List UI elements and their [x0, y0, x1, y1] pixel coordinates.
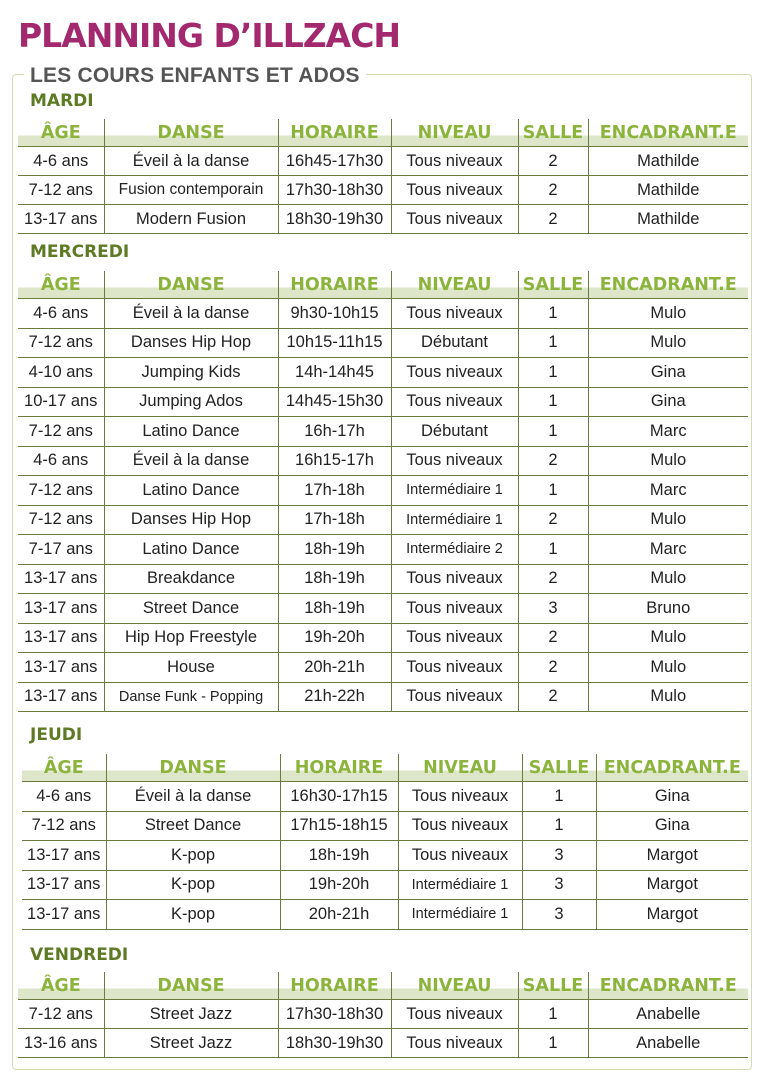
header-age: ÂGE: [18, 972, 104, 1000]
cell-encadrant: Margot: [596, 900, 748, 930]
header-salle: SALLE: [522, 754, 596, 782]
cell-salle: 2: [518, 147, 588, 176]
table-row: [18, 653, 748, 683]
cell-salle: 1: [518, 1000, 588, 1029]
cell-age: 13-17 ans: [18, 682, 104, 712]
cell-horaire: 18h-19h: [278, 564, 391, 594]
header-salle: SALLE: [518, 271, 588, 299]
header-salle: SALLE: [518, 119, 588, 147]
cell-encadrant: Mathilde: [588, 176, 748, 205]
table-row: [18, 358, 748, 388]
cell-horaire: 10h15-11h15: [278, 328, 391, 358]
cell-age: 13-17 ans: [18, 564, 104, 594]
cell-niveau: Intermédiaire 1: [398, 870, 522, 900]
header-salle: SALLE: [518, 972, 588, 1000]
cell-niveau: Tous niveaux: [391, 205, 518, 234]
table-row: [18, 417, 748, 447]
cell-encadrant: Marc: [588, 535, 748, 565]
cell-salle: 2: [518, 446, 588, 476]
table-row: [18, 446, 748, 476]
cell-danse: Hip Hop Freestyle: [104, 623, 278, 653]
cell-horaire: 17h30-18h30: [278, 176, 391, 205]
cell-encadrant: Mulo: [588, 623, 748, 653]
cell-encadrant: Mulo: [588, 564, 748, 594]
page-title: PLANNING D’ILLZACH: [18, 16, 401, 55]
cell-niveau: Tous niveaux: [398, 782, 522, 812]
cell-encadrant: Margot: [596, 841, 748, 871]
cell-salle: 1: [518, 1029, 588, 1058]
cell-encadrant: Marc: [588, 476, 748, 506]
table-jeudi: [22, 754, 748, 930]
cell-danse: Latino Dance: [104, 535, 278, 565]
cell-salle: 1: [518, 299, 588, 329]
cell-danse: K-pop: [106, 900, 280, 930]
cell-age: 13-17 ans: [18, 623, 104, 653]
cell-danse: Jumping Kids: [104, 358, 278, 388]
cell-danse: K-pop: [106, 870, 280, 900]
cell-salle: 1: [518, 328, 588, 358]
cell-age: 7-17 ans: [18, 535, 104, 565]
day-title-mercredi: MERCREDI: [30, 242, 130, 262]
cell-salle: 1: [522, 811, 596, 841]
cell-niveau: Intermédiaire 1: [391, 505, 518, 535]
header-horaire: HORAIRE: [278, 119, 391, 147]
header-danse: DANSE: [104, 271, 278, 299]
cell-age: 7-12 ans: [18, 476, 104, 506]
table-row: [18, 594, 748, 624]
cell-niveau: Intermédiaire 1: [398, 900, 522, 930]
table-row: [18, 387, 748, 417]
cell-niveau: Tous niveaux: [391, 682, 518, 712]
cell-encadrant: Marc: [588, 417, 748, 447]
header-danse: DANSE: [106, 754, 280, 782]
cell-niveau: Débutant: [391, 417, 518, 447]
cell-encadrant: Mulo: [588, 682, 748, 712]
cell-age: 10-17 ans: [18, 387, 104, 417]
cell-horaire: 18h-19h: [280, 841, 398, 871]
table-row: [18, 1000, 748, 1029]
cell-danse: Latino Dance: [104, 417, 278, 447]
cell-encadrant: Mathilde: [588, 147, 748, 176]
cell-danse: Fusion contemporain: [104, 176, 278, 205]
table-row: [22, 782, 748, 812]
cell-age: 4-6 ans: [18, 147, 104, 176]
header-horaire: HORAIRE: [280, 754, 398, 782]
header-age: ÂGE: [22, 754, 106, 782]
cell-danse: Danses Hip Hop: [104, 328, 278, 358]
cell-salle: 2: [518, 682, 588, 712]
cell-niveau: Tous niveaux: [391, 594, 518, 624]
cell-age: 7-12 ans: [22, 811, 106, 841]
cell-encadrant: Gina: [596, 782, 748, 812]
cell-horaire: 14h45-15h30: [278, 387, 391, 417]
cell-age: 4-6 ans: [18, 446, 104, 476]
cell-salle: 2: [518, 205, 588, 234]
cell-age: 13-17 ans: [18, 205, 104, 234]
cell-salle: 2: [518, 176, 588, 205]
cell-age: 7-12 ans: [18, 1000, 104, 1029]
header-niveau: NIVEAU: [391, 271, 518, 299]
cell-age: 7-12 ans: [18, 417, 104, 447]
cell-danse: Street Dance: [106, 811, 280, 841]
cell-horaire: 20h-21h: [278, 653, 391, 683]
cell-salle: 3: [518, 594, 588, 624]
cell-age: 7-12 ans: [18, 176, 104, 205]
section-subtitle: LES COURS ENFANTS ET ADOS: [24, 64, 366, 88]
cell-danse: Street Jazz: [104, 1029, 278, 1058]
cell-age: 4-6 ans: [22, 782, 106, 812]
cell-danse: Éveil à la danse: [104, 446, 278, 476]
table-row: [22, 870, 748, 900]
cell-salle: 3: [522, 870, 596, 900]
cell-age: 13-17 ans: [18, 653, 104, 683]
header-danse: DANSE: [104, 119, 278, 147]
table-row: [22, 841, 748, 871]
cell-encadrant: Anabelle: [588, 1029, 748, 1058]
header-age: ÂGE: [18, 271, 104, 299]
cell-danse: Danses Hip Hop: [104, 505, 278, 535]
cell-niveau: Tous niveaux: [391, 564, 518, 594]
cell-encadrant: Gina: [596, 811, 748, 841]
header-encadrant: ENCADRANT.E: [596, 754, 748, 782]
table-row: [18, 476, 748, 506]
cell-danse: Danse Funk - Popping: [104, 682, 278, 712]
cell-encadrant: Gina: [588, 387, 748, 417]
cell-niveau: Tous niveaux: [391, 299, 518, 329]
header-horaire: HORAIRE: [278, 271, 391, 299]
cell-salle: 1: [518, 535, 588, 565]
header-niveau: NIVEAU: [391, 972, 518, 1000]
table-row: [22, 900, 748, 930]
header-encadrant: ENCADRANT.E: [588, 271, 748, 299]
cell-horaire: 19h-20h: [278, 623, 391, 653]
table-mardi: [18, 119, 748, 234]
table-row: [22, 811, 748, 841]
cell-horaire: 18h30-19h30: [278, 205, 391, 234]
table-mercredi: [18, 271, 748, 712]
cell-salle: 2: [518, 505, 588, 535]
cell-encadrant: Mulo: [588, 299, 748, 329]
cell-salle: 1: [522, 782, 596, 812]
cell-age: 7-12 ans: [18, 328, 104, 358]
cell-age: 4-10 ans: [18, 358, 104, 388]
cell-horaire: 18h-19h: [278, 535, 391, 565]
cell-niveau: Tous niveaux: [391, 358, 518, 388]
cell-encadrant: Margot: [596, 870, 748, 900]
table-row: [18, 1029, 748, 1058]
table-row: [18, 328, 748, 358]
cell-danse: Breakdance: [104, 564, 278, 594]
cell-age: 13-17 ans: [18, 594, 104, 624]
cell-horaire: 17h15-18h15: [280, 811, 398, 841]
cell-encadrant: Mulo: [588, 653, 748, 683]
cell-age: 4-6 ans: [18, 299, 104, 329]
cell-encadrant: Anabelle: [588, 1000, 748, 1029]
cell-salle: 3: [522, 900, 596, 930]
cell-niveau: Tous niveaux: [391, 147, 518, 176]
cell-encadrant: Mulo: [588, 328, 748, 358]
cell-niveau: Tous niveaux: [391, 653, 518, 683]
cell-salle: 1: [518, 358, 588, 388]
cell-niveau: Tous niveaux: [391, 623, 518, 653]
cell-danse: Éveil à la danse: [104, 299, 278, 329]
cell-encadrant: Bruno: [588, 594, 748, 624]
cell-salle: 2: [518, 564, 588, 594]
cell-horaire: 20h-21h: [280, 900, 398, 930]
cell-niveau: Tous niveaux: [398, 841, 522, 871]
cell-age: 7-12 ans: [18, 505, 104, 535]
cell-niveau: Tous niveaux: [391, 1029, 518, 1058]
cell-salle: 2: [518, 653, 588, 683]
cell-niveau: Tous niveaux: [391, 446, 518, 476]
cell-horaire: 19h-20h: [280, 870, 398, 900]
day-title-jeudi: JEUDI: [30, 725, 83, 745]
cell-horaire: 21h-22h: [278, 682, 391, 712]
header-niveau: NIVEAU: [398, 754, 522, 782]
day-title-vendredi: VENDREDI: [30, 945, 129, 965]
header-horaire: HORAIRE: [278, 972, 391, 1000]
header-danse: DANSE: [104, 972, 278, 1000]
cell-niveau: Tous niveaux: [398, 811, 522, 841]
cell-niveau: Débutant: [391, 328, 518, 358]
cell-encadrant: Mathilde: [588, 205, 748, 234]
cell-danse: Street Dance: [104, 594, 278, 624]
cell-niveau: Intermédiaire 2: [391, 535, 518, 565]
table-row: [18, 176, 748, 205]
header-niveau: NIVEAU: [391, 119, 518, 147]
cell-horaire: 17h30-18h30: [278, 1000, 391, 1029]
cell-horaire: 16h30-17h15: [280, 782, 398, 812]
cell-danse: K-pop: [106, 841, 280, 871]
header-age: ÂGE: [18, 119, 104, 147]
cell-horaire: 16h45-17h30: [278, 147, 391, 176]
table-row: [18, 205, 748, 234]
cell-encadrant: Mulo: [588, 446, 748, 476]
cell-horaire: 18h-19h: [278, 594, 391, 624]
table-vendredi: [18, 972, 748, 1058]
cell-age: 13-17 ans: [22, 841, 106, 871]
cell-salle: 1: [518, 387, 588, 417]
table-row: [18, 623, 748, 653]
cell-age: 13-17 ans: [22, 900, 106, 930]
cell-horaire: 18h30-19h30: [278, 1029, 391, 1058]
cell-niveau: Tous niveaux: [391, 387, 518, 417]
table-row: [18, 682, 748, 712]
cell-danse: Éveil à la danse: [104, 147, 278, 176]
table-row: [18, 535, 748, 565]
cell-danse: Éveil à la danse: [106, 782, 280, 812]
cell-horaire: 17h-18h: [278, 505, 391, 535]
day-title-mardi: MARDI: [30, 91, 94, 111]
cell-age: 13-17 ans: [22, 870, 106, 900]
cell-horaire: 9h30-10h15: [278, 299, 391, 329]
cell-danse: Street Jazz: [104, 1000, 278, 1029]
cell-age: 13-16 ans: [18, 1029, 104, 1058]
cell-danse: Modern Fusion: [104, 205, 278, 234]
cell-encadrant: Mulo: [588, 505, 748, 535]
table-row: [18, 147, 748, 176]
cell-horaire: 17h-18h: [278, 476, 391, 506]
cell-niveau: Tous niveaux: [391, 176, 518, 205]
table-row: [18, 299, 748, 329]
cell-salle: 2: [518, 623, 588, 653]
cell-niveau: Intermédiaire 1: [391, 476, 518, 506]
cell-danse: Jumping Ados: [104, 387, 278, 417]
cell-danse: House: [104, 653, 278, 683]
cell-horaire: 14h-14h45: [278, 358, 391, 388]
table-row: [18, 564, 748, 594]
header-encadrant: ENCADRANT.E: [588, 972, 748, 1000]
cell-niveau: Tous niveaux: [391, 1000, 518, 1029]
cell-horaire: 16h15-17h: [278, 446, 391, 476]
cell-salle: 3: [522, 841, 596, 871]
table-row: [18, 505, 748, 535]
cell-danse: Latino Dance: [104, 476, 278, 506]
header-encadrant: ENCADRANT.E: [588, 119, 748, 147]
cell-horaire: 16h-17h: [278, 417, 391, 447]
cell-encadrant: Gina: [588, 358, 748, 388]
cell-salle: 1: [518, 476, 588, 506]
cell-salle: 1: [518, 417, 588, 447]
